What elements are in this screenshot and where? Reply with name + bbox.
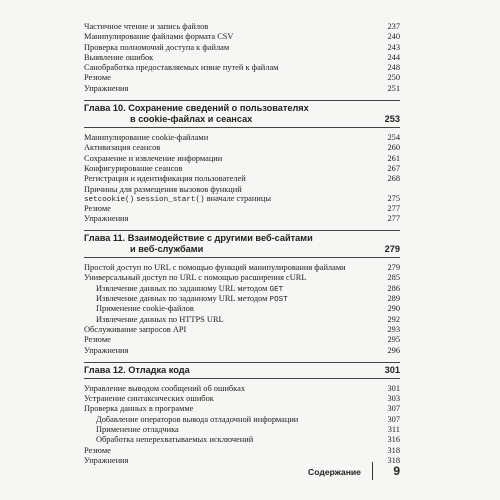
toc-subentry [84,304,400,314]
toc-entry-title: Проверка полномочий доступа к файлам [84,42,230,52]
toc-entry-page: 292 [387,314,400,324]
toc-entry-page: 279 [387,263,400,273]
toc-entry [84,185,400,204]
toc-entry-title: Выявление ошибок [84,52,154,62]
toc-entry-page: 303 [387,394,400,404]
toc-subentry [84,284,400,294]
chapter-title-continued: и веб-службами [130,244,204,255]
toc-entry-page: 277 [387,203,400,213]
toc-entry-page: 301 [387,383,400,393]
toc-entry-page: 277 [387,213,400,223]
toc-entry [84,273,400,283]
toc-entry-title: Резюме [84,73,111,83]
toc-entry-page: 289 [387,294,400,304]
toc-entry-title-line2: вначале страницы [206,194,271,204]
toc-entry-title: Обслуживание запросов API [84,324,187,334]
toc-entry-page: 286 [387,283,400,293]
toc-entry-title: Универсальный доступ по URL с помощью расширения cURL [84,273,307,283]
toc-entry-page: 311 [387,425,400,435]
toc-entry-page: 285 [387,273,400,283]
toc-entry [84,84,400,94]
toc-entry-title: Частичное чтение и запись файлов [84,22,209,31]
toc-entry-title: Применение отладчика [96,425,179,435]
table-of-contents [84,22,400,466]
chapter-11-heading[interactable] [84,230,400,258]
toc-entry-title: Манипулирование файлами формата CSV [84,32,234,42]
page-number: 9 [393,464,400,478]
toc-entry-page: 296 [387,345,400,355]
toc-entry [84,204,400,214]
chapter-10-entries [84,133,400,224]
toc-entry [84,214,400,224]
toc-entry [84,22,400,32]
code-setcookie: setcookie() [84,196,135,205]
toc-entry [84,263,400,273]
toc-entry-title: Извлечение данных по HTTPS URL [96,314,224,324]
toc-entry [84,325,400,335]
chapter-11-entries [84,263,400,356]
toc-entry-title: Сохранение и извлечение информации [84,153,223,163]
toc-entry [84,384,400,394]
toc-entry-page: 260 [387,143,400,153]
toc-entry-title: Конфигурирование сеансов [84,163,183,173]
toc-entry-title [84,185,271,206]
code-post: POST [269,296,288,305]
chapter-title-continued: в cookie-файлах и сеансах [130,114,253,125]
toc-entry-title-text: Извлечение данных по заданному URL методом [96,294,268,304]
toc-entry-title: Резюме [84,445,111,455]
chapter-12-entries [84,384,400,466]
footer-section-label: Содержание [308,467,361,477]
code-session-start: session_start() [136,196,205,205]
toc-entry [84,164,400,174]
toc-entry-page: 254 [387,133,400,143]
toc-entry-title: Добавление операторов вывода отладочной информации [96,414,299,424]
toc-entry-page: 295 [387,335,400,345]
toc-entry-page: 307 [387,414,400,424]
toc-entry-title: Активизация сеансов [84,143,161,153]
chapter-title: Глава 11. Взаимодействие с другими веб-сайтами [84,233,313,244]
toc-entry-title: Упражнения [84,455,129,465]
toc-entry [84,32,400,42]
chapter-page: 279 [384,244,400,255]
toc-entry [84,63,400,73]
toc-entry-page: 261 [387,153,400,163]
toc-entry [84,143,400,153]
toc-entry-title: Манипулирование cookie-файлами [84,133,209,143]
toc-entry-title: Простой доступ по URL с помощью функций манипулирования файлами [84,263,346,273]
toc-entry-page: 240 [387,32,400,42]
chapter-page: 253 [384,114,400,125]
toc-subentry [84,425,400,435]
toc-subentry [84,415,400,425]
toc-entry-page: 244 [387,52,400,62]
toc-entry-page: 290 [387,304,400,314]
toc-entry-title: Применение cookie-файлов [96,304,194,314]
chapter-page: 301 [384,364,400,375]
toc-entry-page: 275 [387,194,400,204]
toc-entry [84,73,400,83]
code-get: GET [269,285,284,294]
toc-entry [84,154,400,164]
toc-entry-page: 318 [387,445,400,455]
toc-entry-title: Упражнения [84,345,129,355]
toc-entry-page: 293 [387,324,400,334]
toc-entry [84,133,400,143]
toc-entry-page: 268 [387,174,400,184]
toc-entry-page: 316 [387,435,400,445]
toc-subentry [84,294,400,304]
toc-entry [84,174,400,184]
toc-entry-page: 243 [387,42,400,52]
toc-entry-title: Упражнения [84,213,129,223]
toc-entry-title-line1: Причины для размещения вызовов функций [84,184,242,194]
toc-subentry [84,315,400,325]
toc-entry-title: Регистрация и идентификация пользователей [84,174,246,184]
toc-entry [84,394,400,404]
chapter-12-heading[interactable] [84,362,400,379]
toc-entry-page: 318 [387,455,400,465]
toc-entry-title-text: Извлечение данных по заданному URL методом [96,283,268,293]
toc-entry-page: 248 [387,63,400,73]
toc-entry-title: Проверка данных в программе [84,404,194,414]
toc-entry [84,335,400,345]
chapter-title: Глава 12. Отладка кода [84,364,190,375]
toc-subentry [84,435,400,445]
toc-entry [84,346,400,356]
toc-entry-title: Управление выводом сообщений об ошибках [84,383,246,393]
toc-entry-page: 251 [387,83,400,93]
toc-entry-title: Резюме [84,203,111,213]
toc-entry-title: Резюме [84,335,111,345]
toc-entry-page: 250 [387,73,400,83]
footer-divider [372,462,373,480]
toc-entry [84,404,400,414]
toc-previous-section [84,22,400,94]
chapter-title: Глава 10. Сохранение сведений о пользователях [84,103,309,114]
chapter-10-heading[interactable] [84,100,400,128]
toc-entry [84,446,400,456]
toc-entry-page: 237 [387,22,400,31]
toc-entry-title: Упражнения [84,83,129,93]
toc-entry-title: Обработка неперехватываемых исключений [96,435,254,445]
toc-entry-title: Санобработка предоставляемых извне путей к файлам [84,63,279,73]
toc-entry-title: Устранение синтаксических ошибок [84,394,214,404]
toc-entry [84,53,400,63]
page-footer [308,462,400,482]
toc-entry-page: 307 [387,404,400,414]
toc-entry [84,43,400,53]
toc-entry-page: 267 [387,163,400,173]
